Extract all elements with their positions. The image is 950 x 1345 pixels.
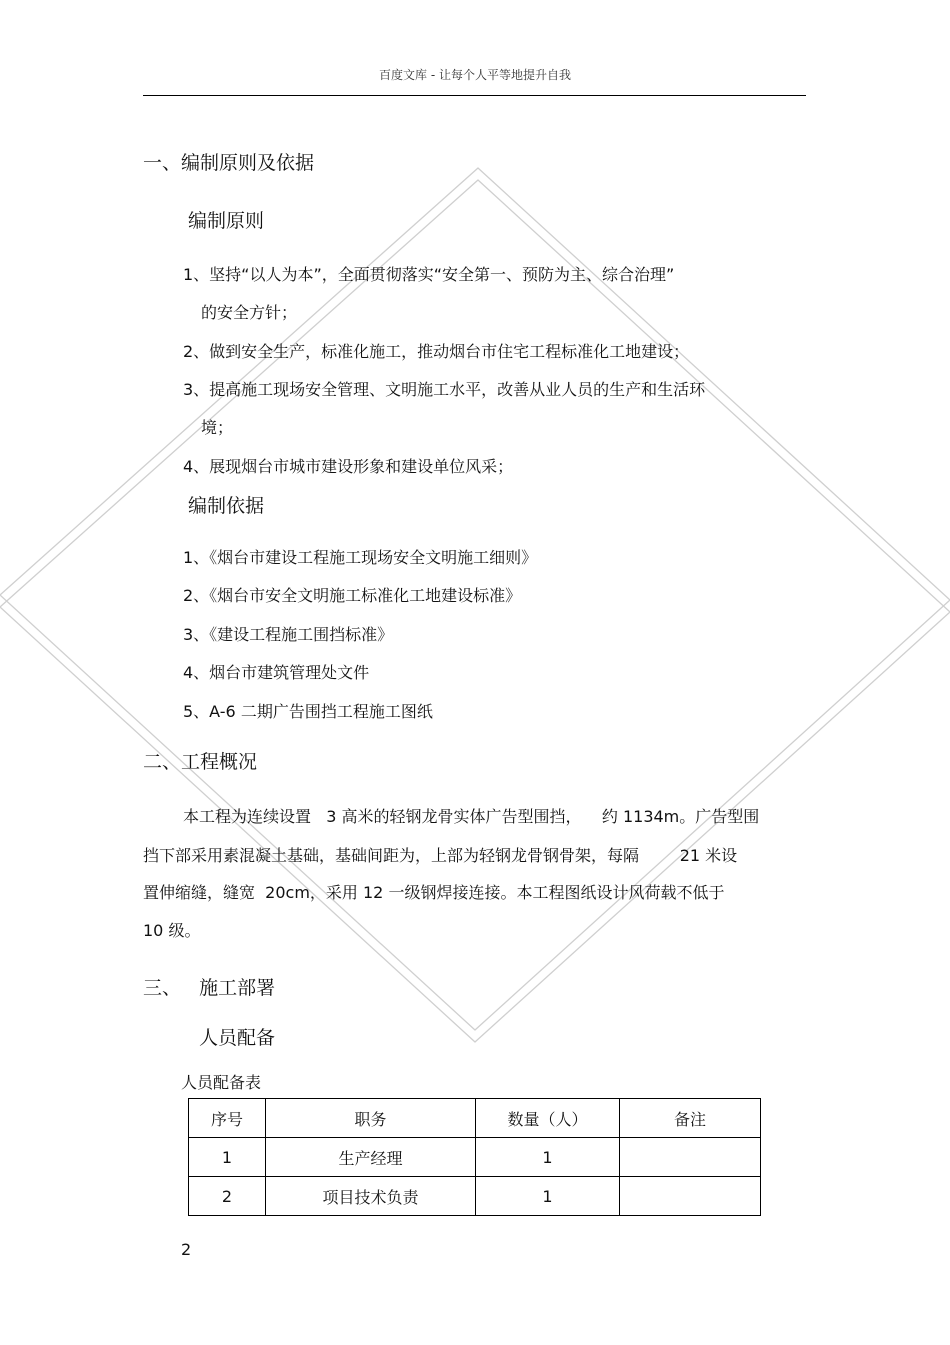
basis-title: 编制依据 xyxy=(188,495,265,517)
table-cell: 项目技术负责 xyxy=(266,1177,476,1216)
table-header: 数量（人） xyxy=(476,1099,620,1138)
basis-item: 5、A-6 二期广告围挡工程施工图纸 xyxy=(183,702,433,721)
staffing-title: 人员配备 xyxy=(199,1027,276,1049)
overview-line: 挡下部采用素混凝土基础，基础间距为，上部为轻钢龙骨钢骨架，每隔 21 米设 xyxy=(143,846,738,865)
overview-line: 10 级。 xyxy=(143,921,201,940)
table-cell xyxy=(620,1138,761,1177)
section-2-title: 二、工程概况 xyxy=(143,751,258,773)
principle-line: 2、做到安全生产，标准化施工，推动烟台市住宅工程标准化工地建设； xyxy=(183,342,690,361)
table-header: 序号 xyxy=(189,1099,266,1138)
principles-title: 编制原则 xyxy=(188,210,265,232)
table-header: 职务 xyxy=(266,1099,476,1138)
basis-item: 1、《烟台市建设工程施工现场安全文明施工细则》 xyxy=(183,548,538,567)
basis-item: 2、《烟台市安全文明施工标准化工地建设标准》 xyxy=(183,586,522,605)
table-header-row xyxy=(189,1099,761,1138)
page-number: 2 xyxy=(181,1240,192,1259)
overview-line: 本工程为连续设置 3 高米的轻钢龙骨实体广告型围挡， 约 1134m。广告型围 xyxy=(183,807,760,826)
staffing-table xyxy=(188,1098,761,1216)
section-3-title: 三、 施工部署 xyxy=(143,977,276,999)
basis-item: 4、烟台市建筑管理处文件 xyxy=(183,663,370,682)
table-cell: 1 xyxy=(476,1177,620,1216)
principle-line: 4、展现烟台市城市建设形象和建设单位风采； xyxy=(183,457,514,476)
page-header: 百度文库 - 让每个人平等地提升自我 xyxy=(379,68,571,82)
principle-line: 的安全方针； xyxy=(201,303,298,322)
table-row xyxy=(189,1138,761,1177)
table-header: 备注 xyxy=(620,1099,761,1138)
table-cell: 生产经理 xyxy=(266,1138,476,1177)
table-cell xyxy=(620,1177,761,1216)
table-cell: 1 xyxy=(476,1138,620,1177)
section-1-title: 一、编制原则及依据 xyxy=(143,152,315,174)
principle-line: 1、坚持“以人为本”，全面贯彻落实“安全第一、预防为主、综合治理” xyxy=(183,265,675,284)
table-cell: 1 xyxy=(189,1138,266,1177)
principle-line: 境； xyxy=(201,418,234,437)
table-row xyxy=(189,1177,761,1216)
table-cell: 2 xyxy=(189,1177,266,1216)
basis-item: 3、《建设工程施工围挡标准》 xyxy=(183,625,394,644)
overview-line: 置伸缩缝，缝宽 20cm，采用 12 一级钢焊接连接。本工程图纸设计风荷载不低于 xyxy=(143,883,725,902)
header-divider xyxy=(143,95,806,96)
table-caption: 人员配备表 xyxy=(181,1073,262,1092)
principle-line: 3、提高施工现场安全管理、文明施工水平，改善从业人员的生产和生活环 xyxy=(183,380,706,399)
